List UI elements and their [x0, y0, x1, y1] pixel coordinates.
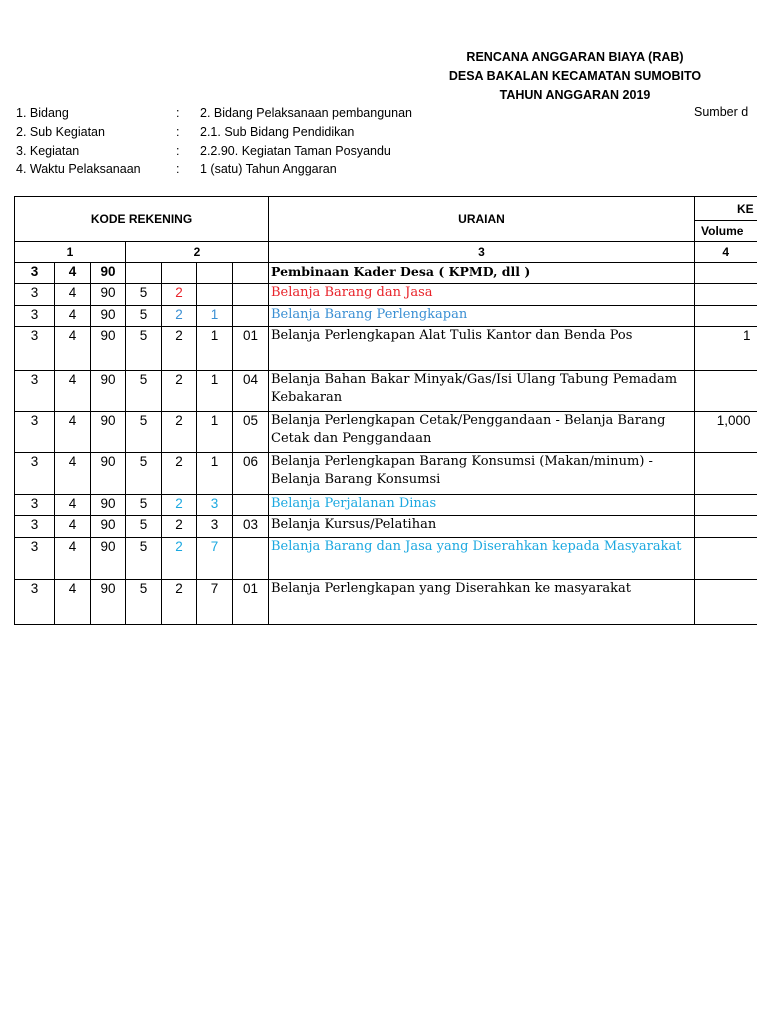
table-row [15, 580, 757, 625]
colnum-2: 2 [126, 242, 269, 263]
volume-cell [695, 263, 757, 284]
kode-cell: 06 [233, 453, 269, 495]
volume-cell [695, 371, 757, 412]
kode-cell [233, 306, 269, 327]
kode-cell: 05 [233, 412, 269, 453]
table-row [15, 516, 757, 538]
info-label: 4. Waktu Pelaksanaan [16, 162, 141, 176]
doc-title-line1: RENCANA ANGGARAN BIAYA (RAB) [466, 50, 684, 64]
kode-cell: 5 [126, 580, 162, 625]
kode-cell: 4 [55, 371, 91, 412]
kode-cell: 5 [126, 412, 162, 453]
kode-cell: 2 [162, 412, 197, 453]
info-label: 2. Sub Kegiatan [16, 125, 105, 139]
kode-cell: 5 [126, 538, 162, 580]
kode-cell: 2 [162, 495, 197, 516]
kode-cell [233, 538, 269, 580]
doc-title-line2: DESA BAKALAN KECAMATAN SUMOBITO [448, 69, 702, 83]
uraian-cell: Belanja Bahan Bakar Minyak/Gas/Isi Ulang Tabung Pemadam Kebakaran [269, 371, 695, 412]
kode-cell: 4 [55, 306, 91, 327]
volume-cell [695, 306, 757, 327]
kode-cell: 3 [15, 412, 55, 453]
kode-cell: 3 [15, 495, 55, 516]
kode-cell [233, 284, 269, 306]
kode-cell: 3 [15, 263, 55, 284]
kode-cell: 5 [126, 516, 162, 538]
kode-cell: 4 [55, 284, 91, 306]
info-value: 2.2.90. Kegiatan Taman Posyandu [200, 144, 391, 158]
volume-cell [695, 580, 757, 625]
kode-cell: 7 [197, 538, 233, 580]
kode-cell: 90 [91, 306, 126, 327]
kode-cell: 2 [162, 371, 197, 412]
info-colon: : [176, 162, 180, 176]
info-value: 2.1. Sub Bidang Pendidikan [200, 125, 355, 139]
kode-cell: 5 [126, 453, 162, 495]
kode-cell: 5 [126, 306, 162, 327]
kode-cell [126, 263, 162, 284]
kode-cell: 1 [197, 306, 233, 327]
kode-cell: 2 [162, 453, 197, 495]
kode-cell: 90 [91, 495, 126, 516]
kode-cell: 4 [55, 516, 91, 538]
kode-cell: 90 [91, 453, 126, 495]
volume-cell [695, 495, 757, 516]
kode-cell: 90 [91, 284, 126, 306]
info-colon: : [176, 125, 180, 139]
kode-cell: 3 [197, 516, 233, 538]
volume-cell [695, 453, 757, 495]
kode-cell [233, 263, 269, 284]
kode-cell: 90 [91, 263, 126, 284]
kode-cell: 3 [15, 284, 55, 306]
uraian-cell: Pembinaan Kader Desa ( KPMD, dll ) [269, 263, 695, 284]
kode-cell: 3 [15, 538, 55, 580]
colnum-3: 3 [269, 242, 695, 263]
kode-cell: 5 [126, 371, 162, 412]
uraian-cell: Belanja Barang dan Jasa yang Diserahkan kepada Masyarakat [269, 538, 695, 580]
kode-cell: 3 [15, 453, 55, 495]
uraian-cell: Belanja Barang dan Jasa [269, 284, 695, 306]
rab-table [14, 196, 757, 625]
colnum-4: 4 [695, 242, 757, 263]
kode-cell: 90 [91, 327, 126, 371]
kode-cell: 2 [162, 538, 197, 580]
header-uraian: URAIAN [269, 197, 695, 242]
kode-cell: 7 [197, 580, 233, 625]
kode-cell: 1 [197, 453, 233, 495]
header-volume: Volume [695, 221, 757, 242]
uraian-cell: Belanja Barang Perlengkapan [269, 306, 695, 327]
kode-cell: 4 [55, 327, 91, 371]
kode-cell [162, 263, 197, 284]
kode-cell: 01 [233, 580, 269, 625]
kode-cell: 3 [15, 516, 55, 538]
kode-cell: 4 [55, 412, 91, 453]
kode-cell: 4 [55, 453, 91, 495]
table-row [15, 284, 757, 306]
kode-cell: 4 [55, 580, 91, 625]
kode-cell: 4 [55, 495, 91, 516]
table-row [15, 306, 757, 327]
kode-cell: 01 [233, 327, 269, 371]
kode-cell [233, 495, 269, 516]
volume-cell: 1,000 [695, 412, 757, 453]
kode-cell: 03 [233, 516, 269, 538]
table-row [15, 263, 757, 284]
kode-cell: 90 [91, 412, 126, 453]
table-row [15, 495, 757, 516]
source-label: Sumber d [694, 105, 749, 119]
volume-cell: 1 [695, 327, 757, 371]
kode-cell: 3 [197, 495, 233, 516]
info-value: 2. Bidang Pelaksanaan pembangunan [200, 106, 412, 120]
info-colon: : [176, 144, 180, 158]
uraian-cell: Belanja Perlengkapan yang Diserahkan ke masyarakat [269, 580, 695, 625]
volume-cell [695, 284, 757, 306]
uraian-cell: Belanja Perlengkapan Cetak/Penggandaan - Belanja Barang Cetak dan Penggandaan [269, 412, 695, 453]
kode-cell: 04 [233, 371, 269, 412]
kode-cell [197, 284, 233, 306]
kode-cell: 1 [197, 412, 233, 453]
uraian-cell: Belanja Perlengkapan Barang Konsumsi (Makan/minum) - Belanja Barang Konsumsi [269, 453, 695, 495]
info-label: 1. Bidang [16, 106, 69, 120]
kode-cell: 2 [162, 306, 197, 327]
kode-cell: 1 [197, 371, 233, 412]
table-row [15, 327, 757, 371]
kode-cell: 5 [126, 284, 162, 306]
volume-cell [695, 538, 757, 580]
kode-cell: 4 [55, 538, 91, 580]
doc-title-line3: TAHUN ANGGARAN 2019 [499, 88, 651, 102]
table-row [15, 371, 757, 412]
kode-cell: 2 [162, 327, 197, 371]
uraian-cell: Belanja Kursus/Pelatihan [269, 516, 695, 538]
kode-cell: 90 [91, 371, 126, 412]
table-row [15, 412, 757, 453]
header-ke: KE [695, 197, 757, 221]
kode-cell: 3 [15, 371, 55, 412]
info-label: 3. Kegiatan [16, 144, 80, 158]
kode-cell [197, 263, 233, 284]
kode-cell: 4 [55, 263, 91, 284]
kode-cell: 1 [197, 327, 233, 371]
kode-cell: 2 [162, 284, 197, 306]
header-kode-rekening: KODE REKENING [15, 197, 269, 242]
kode-cell: 5 [126, 327, 162, 371]
info-value: 1 (satu) Tahun Anggaran [200, 162, 337, 176]
kode-cell: 90 [91, 538, 126, 580]
kode-cell: 3 [15, 580, 55, 625]
kode-cell: 5 [126, 495, 162, 516]
volume-cell [695, 516, 757, 538]
kode-cell: 90 [91, 580, 126, 625]
kode-cell: 2 [162, 516, 197, 538]
kode-cell: 3 [15, 327, 55, 371]
kode-cell: 2 [162, 580, 197, 625]
info-colon: : [176, 106, 180, 120]
kode-cell: 3 [15, 306, 55, 327]
table-row [15, 453, 757, 495]
colnum-1: 1 [15, 242, 126, 263]
table-row [15, 538, 757, 580]
kode-cell: 90 [91, 516, 126, 538]
uraian-cell: Belanja Perjalanan Dinas [269, 495, 695, 516]
uraian-cell: Belanja Perlengkapan Alat Tulis Kantor dan Benda Pos [269, 327, 695, 371]
